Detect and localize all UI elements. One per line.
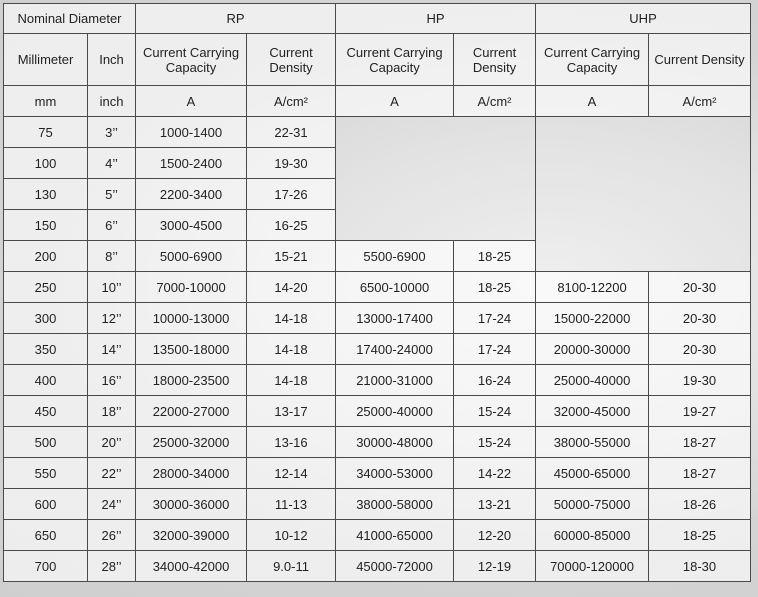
cell-hp-density: 12-19 (454, 551, 536, 582)
cell-hp-capacity: 25000-40000 (336, 396, 454, 427)
unit-rp-density: A/cm² (247, 86, 336, 117)
cell-mm: 650 (4, 520, 88, 551)
table-row (4, 396, 751, 427)
cell-inch: 24’’ (88, 489, 136, 520)
cell-mm: 250 (4, 272, 88, 303)
cell-inch: 14’’ (88, 334, 136, 365)
cell-mm: 550 (4, 458, 88, 489)
header-uhp-capacity: Current Carrying Capacity (536, 34, 649, 86)
cell-uhp-capacity: 32000-45000 (536, 396, 649, 427)
cell-uhp-capacity: 15000-22000 (536, 303, 649, 334)
cell-uhp-density: 19-27 (649, 396, 751, 427)
cell-rp-capacity: 34000-42000 (136, 551, 247, 582)
unit-hp-capacity: A (336, 86, 454, 117)
unit-uhp-capacity: A (536, 86, 649, 117)
cell-inch: 18’’ (88, 396, 136, 427)
cell-rp-capacity: 3000-4500 (136, 210, 247, 241)
cell-hp-capacity: 34000-53000 (336, 458, 454, 489)
cell-hp-density: 18-25 (454, 272, 536, 303)
electrode-spec-table (3, 3, 751, 582)
cell-inch: 22’’ (88, 458, 136, 489)
header-uhp-density: Current Density (649, 34, 751, 86)
cell-mm: 130 (4, 179, 88, 210)
cell-uhp-capacity: 70000-120000 (536, 551, 649, 582)
cell-hp-density: 15-24 (454, 396, 536, 427)
cell-inch: 3’’ (88, 117, 136, 148)
cell-inch: 5’’ (88, 179, 136, 210)
cell-uhp-capacity: 45000-65000 (536, 458, 649, 489)
cell-rp-capacity: 13500-18000 (136, 334, 247, 365)
cell-mm: 450 (4, 396, 88, 427)
cell-hp-density: 12-20 (454, 520, 536, 551)
header-millimeter: Millimeter (4, 34, 88, 86)
cell-inch: 16’’ (88, 365, 136, 396)
cell-rp-density: 17-26 (247, 179, 336, 210)
cell-inch: 28’’ (88, 551, 136, 582)
cell-rp-density: 10-12 (247, 520, 336, 551)
cell-rp-capacity: 10000-13000 (136, 303, 247, 334)
cell-uhp-density: 18-30 (649, 551, 751, 582)
cell-mm: 350 (4, 334, 88, 365)
header-group-hp: HP (336, 4, 536, 34)
header-rp-density: Current Density (247, 34, 336, 86)
cell-rp-capacity: 7000-10000 (136, 272, 247, 303)
cell-hp-capacity: 30000-48000 (336, 427, 454, 458)
cell-uhp-capacity: 60000-85000 (536, 520, 649, 551)
unit-mm: mm (4, 86, 88, 117)
cell-rp-capacity: 25000-32000 (136, 427, 247, 458)
header-group-rp: RP (136, 4, 336, 34)
cell-uhp-capacity: 25000-40000 (536, 365, 649, 396)
uhp-empty-region (536, 117, 751, 272)
cell-rp-capacity: 18000-23500 (136, 365, 247, 396)
cell-rp-density: 11-13 (247, 489, 336, 520)
cell-hp-capacity: 41000-65000 (336, 520, 454, 551)
cell-hp-density: 17-24 (454, 303, 536, 334)
cell-hp-capacity: 5500-6900 (336, 241, 454, 272)
cell-mm: 150 (4, 210, 88, 241)
cell-hp-capacity: 45000-72000 (336, 551, 454, 582)
header-row-units (4, 86, 751, 117)
cell-hp-capacity: 13000-17400 (336, 303, 454, 334)
table-row (4, 334, 751, 365)
cell-uhp-density: 20-30 (649, 334, 751, 365)
header-row-groups (4, 4, 751, 34)
header-hp-density: Current Density (454, 34, 536, 86)
cell-mm: 200 (4, 241, 88, 272)
table-row (4, 117, 751, 148)
cell-rp-density: 22-31 (247, 117, 336, 148)
cell-inch: 6’’ (88, 210, 136, 241)
cell-hp-capacity: 21000-31000 (336, 365, 454, 396)
cell-rp-density: 19-30 (247, 148, 336, 179)
cell-rp-density: 15-21 (247, 241, 336, 272)
cell-rp-capacity: 1500-2400 (136, 148, 247, 179)
header-inch: Inch (88, 34, 136, 86)
cell-hp-density: 18-25 (454, 241, 536, 272)
header-row-columns (4, 34, 751, 86)
cell-hp-capacity: 17400-24000 (336, 334, 454, 365)
cell-mm: 700 (4, 551, 88, 582)
cell-mm: 600 (4, 489, 88, 520)
table-row (4, 427, 751, 458)
cell-rp-capacity: 30000-36000 (136, 489, 247, 520)
cell-hp-capacity: 6500-10000 (336, 272, 454, 303)
cell-inch: 26’’ (88, 520, 136, 551)
unit-inch: inch (88, 86, 136, 117)
cell-inch: 12’’ (88, 303, 136, 334)
cell-mm: 300 (4, 303, 88, 334)
cell-inch: 10’’ (88, 272, 136, 303)
cell-uhp-density: 18-27 (649, 458, 751, 489)
cell-rp-capacity: 1000-1400 (136, 117, 247, 148)
table-row (4, 272, 751, 303)
cell-hp-density: 17-24 (454, 334, 536, 365)
cell-uhp-capacity: 50000-75000 (536, 489, 649, 520)
table-row (4, 520, 751, 551)
table-row (4, 458, 751, 489)
cell-hp-density: 13-21 (454, 489, 536, 520)
cell-mm: 100 (4, 148, 88, 179)
cell-hp-capacity: 38000-58000 (336, 489, 454, 520)
cell-rp-capacity: 2200-3400 (136, 179, 247, 210)
cell-inch: 4’’ (88, 148, 136, 179)
cell-uhp-density: 19-30 (649, 365, 751, 396)
table-row (4, 489, 751, 520)
cell-rp-density: 9.0-11 (247, 551, 336, 582)
cell-mm: 500 (4, 427, 88, 458)
table-row (4, 303, 751, 334)
cell-rp-density: 14-18 (247, 303, 336, 334)
cell-rp-capacity: 5000-6900 (136, 241, 247, 272)
cell-rp-density: 16-25 (247, 210, 336, 241)
cell-rp-density: 14-18 (247, 334, 336, 365)
cell-rp-density: 13-17 (247, 396, 336, 427)
cell-hp-density: 14-22 (454, 458, 536, 489)
cell-rp-density: 14-18 (247, 365, 336, 396)
cell-hp-density: 16-24 (454, 365, 536, 396)
cell-uhp-density: 20-30 (649, 303, 751, 334)
header-hp-capacity: Current Carrying Capacity (336, 34, 454, 86)
cell-inch: 8’’ (88, 241, 136, 272)
hp-empty-region (336, 117, 536, 241)
cell-rp-density: 14-20 (247, 272, 336, 303)
cell-rp-capacity: 22000-27000 (136, 396, 247, 427)
header-group-uhp: UHP (536, 4, 751, 34)
header-nominal-diameter: Nominal Diameter (4, 4, 136, 34)
header-rp-capacity: Current Carrying Capacity (136, 34, 247, 86)
unit-uhp-density: A/cm² (649, 86, 751, 117)
cell-uhp-capacity: 8100-12200 (536, 272, 649, 303)
cell-uhp-density: 18-26 (649, 489, 751, 520)
cell-uhp-capacity: 20000-30000 (536, 334, 649, 365)
cell-uhp-density: 18-27 (649, 427, 751, 458)
cell-rp-density: 13-16 (247, 427, 336, 458)
cell-mm: 400 (4, 365, 88, 396)
cell-uhp-capacity: 38000-55000 (536, 427, 649, 458)
cell-uhp-density: 18-25 (649, 520, 751, 551)
cell-uhp-density: 20-30 (649, 272, 751, 303)
cell-mm: 75 (4, 117, 88, 148)
cell-hp-density: 15-24 (454, 427, 536, 458)
table-row (4, 551, 751, 582)
cell-rp-density: 12-14 (247, 458, 336, 489)
cell-rp-capacity: 32000-39000 (136, 520, 247, 551)
table-row (4, 365, 751, 396)
unit-rp-capacity: A (136, 86, 247, 117)
cell-rp-capacity: 28000-34000 (136, 458, 247, 489)
cell-inch: 20’’ (88, 427, 136, 458)
unit-hp-density: A/cm² (454, 86, 536, 117)
